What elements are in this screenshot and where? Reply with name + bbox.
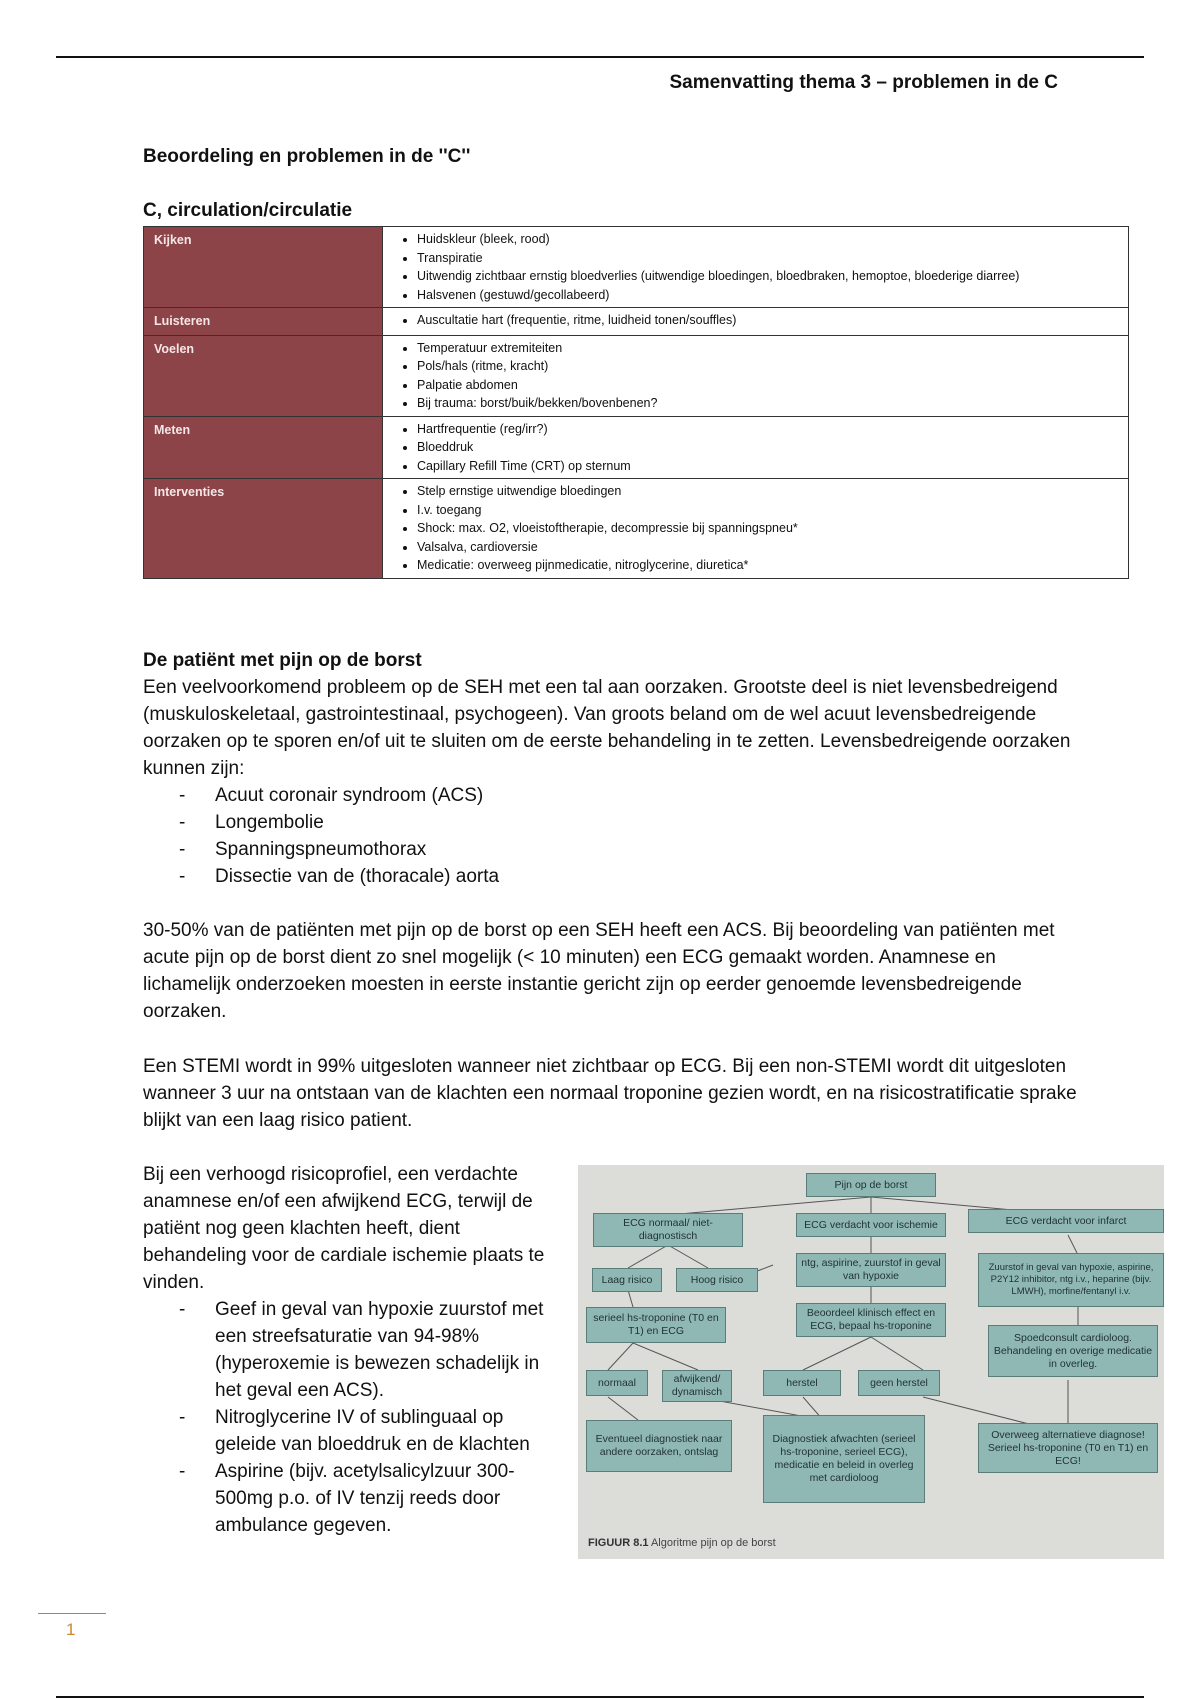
figure-caption — [588, 1537, 776, 1549]
flow-box-no-recovery: geen herstel — [858, 1370, 940, 1396]
list-item: • Pols/hals (ritme, kracht) — [417, 357, 1120, 376]
list-item: • Auscultatie hart (frequentie, ritme, luidheid tonen/souffles) — [417, 311, 1120, 330]
list-item: - Geef in geval van hypoxie zuurstof met een streefsaturatie van 94-98% (hyperoxemie is bewezen schadelijk in het geval een ACS). — [143, 1296, 563, 1404]
list-item: • I.v. toegang — [417, 501, 1120, 520]
flow-box-outpatient: Eventueel diagnostiek naar andere oorzaken, ontslag — [586, 1420, 732, 1472]
list-item: • Uitwendig zichtbaar ernstig bloedverlies (uitwendige bloedingen, bloedbraken, hemoptoe, bloederige diarree) — [417, 267, 1120, 286]
figure-caption-text: Algoritme pijn op de borst — [650, 1537, 776, 1549]
table-row-label: Meten — [144, 416, 383, 479]
list-item: - Acuut coronair syndroom (ACS) — [143, 782, 1133, 809]
stemi-paragraph: Een STEMI wordt in 99% uitgesloten wanneer niet zichtbaar op ECG. Bij een non-STEMI wordt dit uitgesloten wanneer 3 uur na ontstaan van de klachten een normaal troponine gezien wordt, en na risicostratificatie sprake blijkt van een laag risico patient. — [143, 1056, 1077, 1131]
footer-rule — [38, 1613, 106, 1614]
list-item: - Nitroglycerine IV of sublinguaal op geleide van bloeddruk en de klachten — [143, 1404, 563, 1458]
risk-paragraph: Bij een verhoogd risicoprofiel, een verdachte anamnese en/of een afwijkend ECG, terwijl de patiënt nog geen klachten heeft, dient behandeling voor de cardiale ischemie plaats te vinden. — [143, 1164, 545, 1293]
section-subtitle: C, circulation/circulatie — [143, 200, 353, 221]
table-row-items — [383, 308, 1129, 336]
list-item: • Transpiratie — [417, 249, 1120, 268]
table-row — [144, 335, 1129, 416]
list-item: • Temperatuur extremiteiten — [417, 339, 1120, 358]
chest-pain-intro: Een veelvoorkomend probleem op de SEH met een tal aan oorzaken. Grootste deel is niet levensbedreigend (muskuloskeletaal, gastrointestinaal, psychogeen). Van groots beland om de wel acuut levensbedreigende oorzaken op te sporen en/of uit te sluiten om de eerste behandeling in te zetten. Levensbedreigende oorzaken kunnen zijn: — [143, 677, 1071, 779]
chest-pain-title: De patiënt met pijn op de borst — [143, 650, 422, 671]
list-item: - Dissectie van de (thoracale) aorta — [143, 863, 1133, 890]
list-item: • Medicatie: overweeg pijnmedicatie, nitroglycerine, diuretica* — [417, 556, 1120, 575]
flow-box-abnormal: afwijkend/ dynamisch — [662, 1370, 732, 1402]
table-row — [144, 479, 1129, 579]
document-header-title: Samenvatting thema 3 – problemen in de C — [669, 72, 1058, 93]
page-number: 1 — [66, 1620, 76, 1639]
acs-paragraph: 30-50% van de patiënten met pijn op de borst op een SEH heeft een ACS. Bij beoordeling van patiënten met acute pijn op de borst dient zo snel mogelijk (< 10 minuten) een ECG gemaakt worden. Anamnese en lichamelijk onderzoeken moesten in eerste instantie gericht zijn op eerder genoemde levensbedreigende oorzaken. — [143, 920, 1055, 1022]
chest-pain-algorithm-figure — [578, 1165, 1164, 1559]
flow-box-cardio-consult: Spoedconsult cardioloog. Behandeling en overige medicatie in overleg. — [988, 1325, 1158, 1377]
flow-box-await-diagnostics: Diagnostiek afwachten (serieel hs-troponine, serieel ECG), medicatie en beleid in overleg met cardioloog — [763, 1415, 925, 1503]
flow-box-normal: normaal — [586, 1370, 648, 1396]
list-item: • Shock: max. O2, vloeistoftherapie, decompressie bij spanningspneu* — [417, 519, 1120, 538]
table-row-label: Kijken — [144, 227, 383, 308]
list-item: - Spanningspneumothorax — [143, 836, 1133, 863]
flow-box-serial-troponin: serieel hs-troponine (T0 en T1) en ECG — [586, 1307, 726, 1343]
flow-box-alternative-diagnosis: Overweeg alternatieve diagnose! Serieel hs-troponine (T0 en T1) en ECG! — [978, 1423, 1158, 1473]
list-item: • Halsvenen (gestuwd/gecollabeerd) — [417, 286, 1120, 305]
flow-box-ecg-infarct: ECG verdacht voor infarct — [968, 1209, 1164, 1233]
footer-bottom-rule — [56, 1696, 1144, 1698]
table-row-items — [383, 479, 1129, 579]
section-title: Beoordeling en problemen in de ''C'' — [143, 146, 471, 167]
table-row — [144, 227, 1129, 308]
table-row-items — [383, 335, 1129, 416]
list-item: - Longembolie — [143, 809, 1133, 836]
table-row-label: Interventies — [144, 479, 383, 579]
flow-box-ecg-ischemia: ECG verdacht voor ischemie — [796, 1213, 946, 1237]
table-row-items — [383, 227, 1129, 308]
list-item: • Valsalva, cardioversie — [417, 538, 1120, 557]
figure-caption-label: FIGUUR 8.1 — [588, 1537, 649, 1549]
flow-box-recovery: herstel — [763, 1370, 841, 1396]
flow-box-ntg: ntg, aspirine, zuurstof in geval van hypoxie — [796, 1253, 946, 1287]
table-row — [144, 416, 1129, 479]
list-item: • Stelp ernstige uitwendige bloedingen — [417, 482, 1120, 501]
list-item: • Bloeddruk — [417, 438, 1120, 457]
list-item: • Huidskleur (bleek, rood) — [417, 230, 1120, 249]
flow-box-oxygen-infarct: Zuurstof in geval van hypoxie, aspirine, P2Y12 inhibitor, ntg i.v., heparine (bijv. LMWH), morfine/fentanyl i.v. — [978, 1253, 1164, 1307]
table-row-label: Voelen — [144, 335, 383, 416]
list-item: • Bij trauma: borst/buik/bekken/bovenbenen? — [417, 394, 1120, 413]
table-row — [144, 308, 1129, 336]
flow-box-ecg-normal: ECG normaal/ niet-diagnostisch — [593, 1213, 743, 1247]
assessment-table — [143, 226, 1129, 579]
table-row-items — [383, 416, 1129, 479]
list-item: • Hartfrequentie (reg/irr?) — [417, 420, 1120, 439]
list-item: • Palpatie abdomen — [417, 376, 1120, 395]
causes-list — [143, 782, 1133, 890]
flow-box-assess-clinical: Beoordeel klinisch effect en ECG, bepaal hs-troponine — [796, 1303, 946, 1337]
list-item: - Aspirine (bijv. acetylsalicylzuur 300-500mg p.o. of IV tenzij reeds door ambulance gegeven. — [143, 1458, 563, 1539]
list-item: • Capillary Refill Time (CRT) op sternum — [417, 457, 1120, 476]
header-rule — [56, 56, 1144, 58]
treatment-list — [143, 1296, 563, 1539]
flow-box-low-risk: Laag risico — [592, 1268, 662, 1292]
table-row-label: Luisteren — [144, 308, 383, 336]
flow-box-start: Pijn op de borst — [806, 1173, 936, 1197]
flow-box-high-risk: Hoog risico — [676, 1268, 758, 1292]
